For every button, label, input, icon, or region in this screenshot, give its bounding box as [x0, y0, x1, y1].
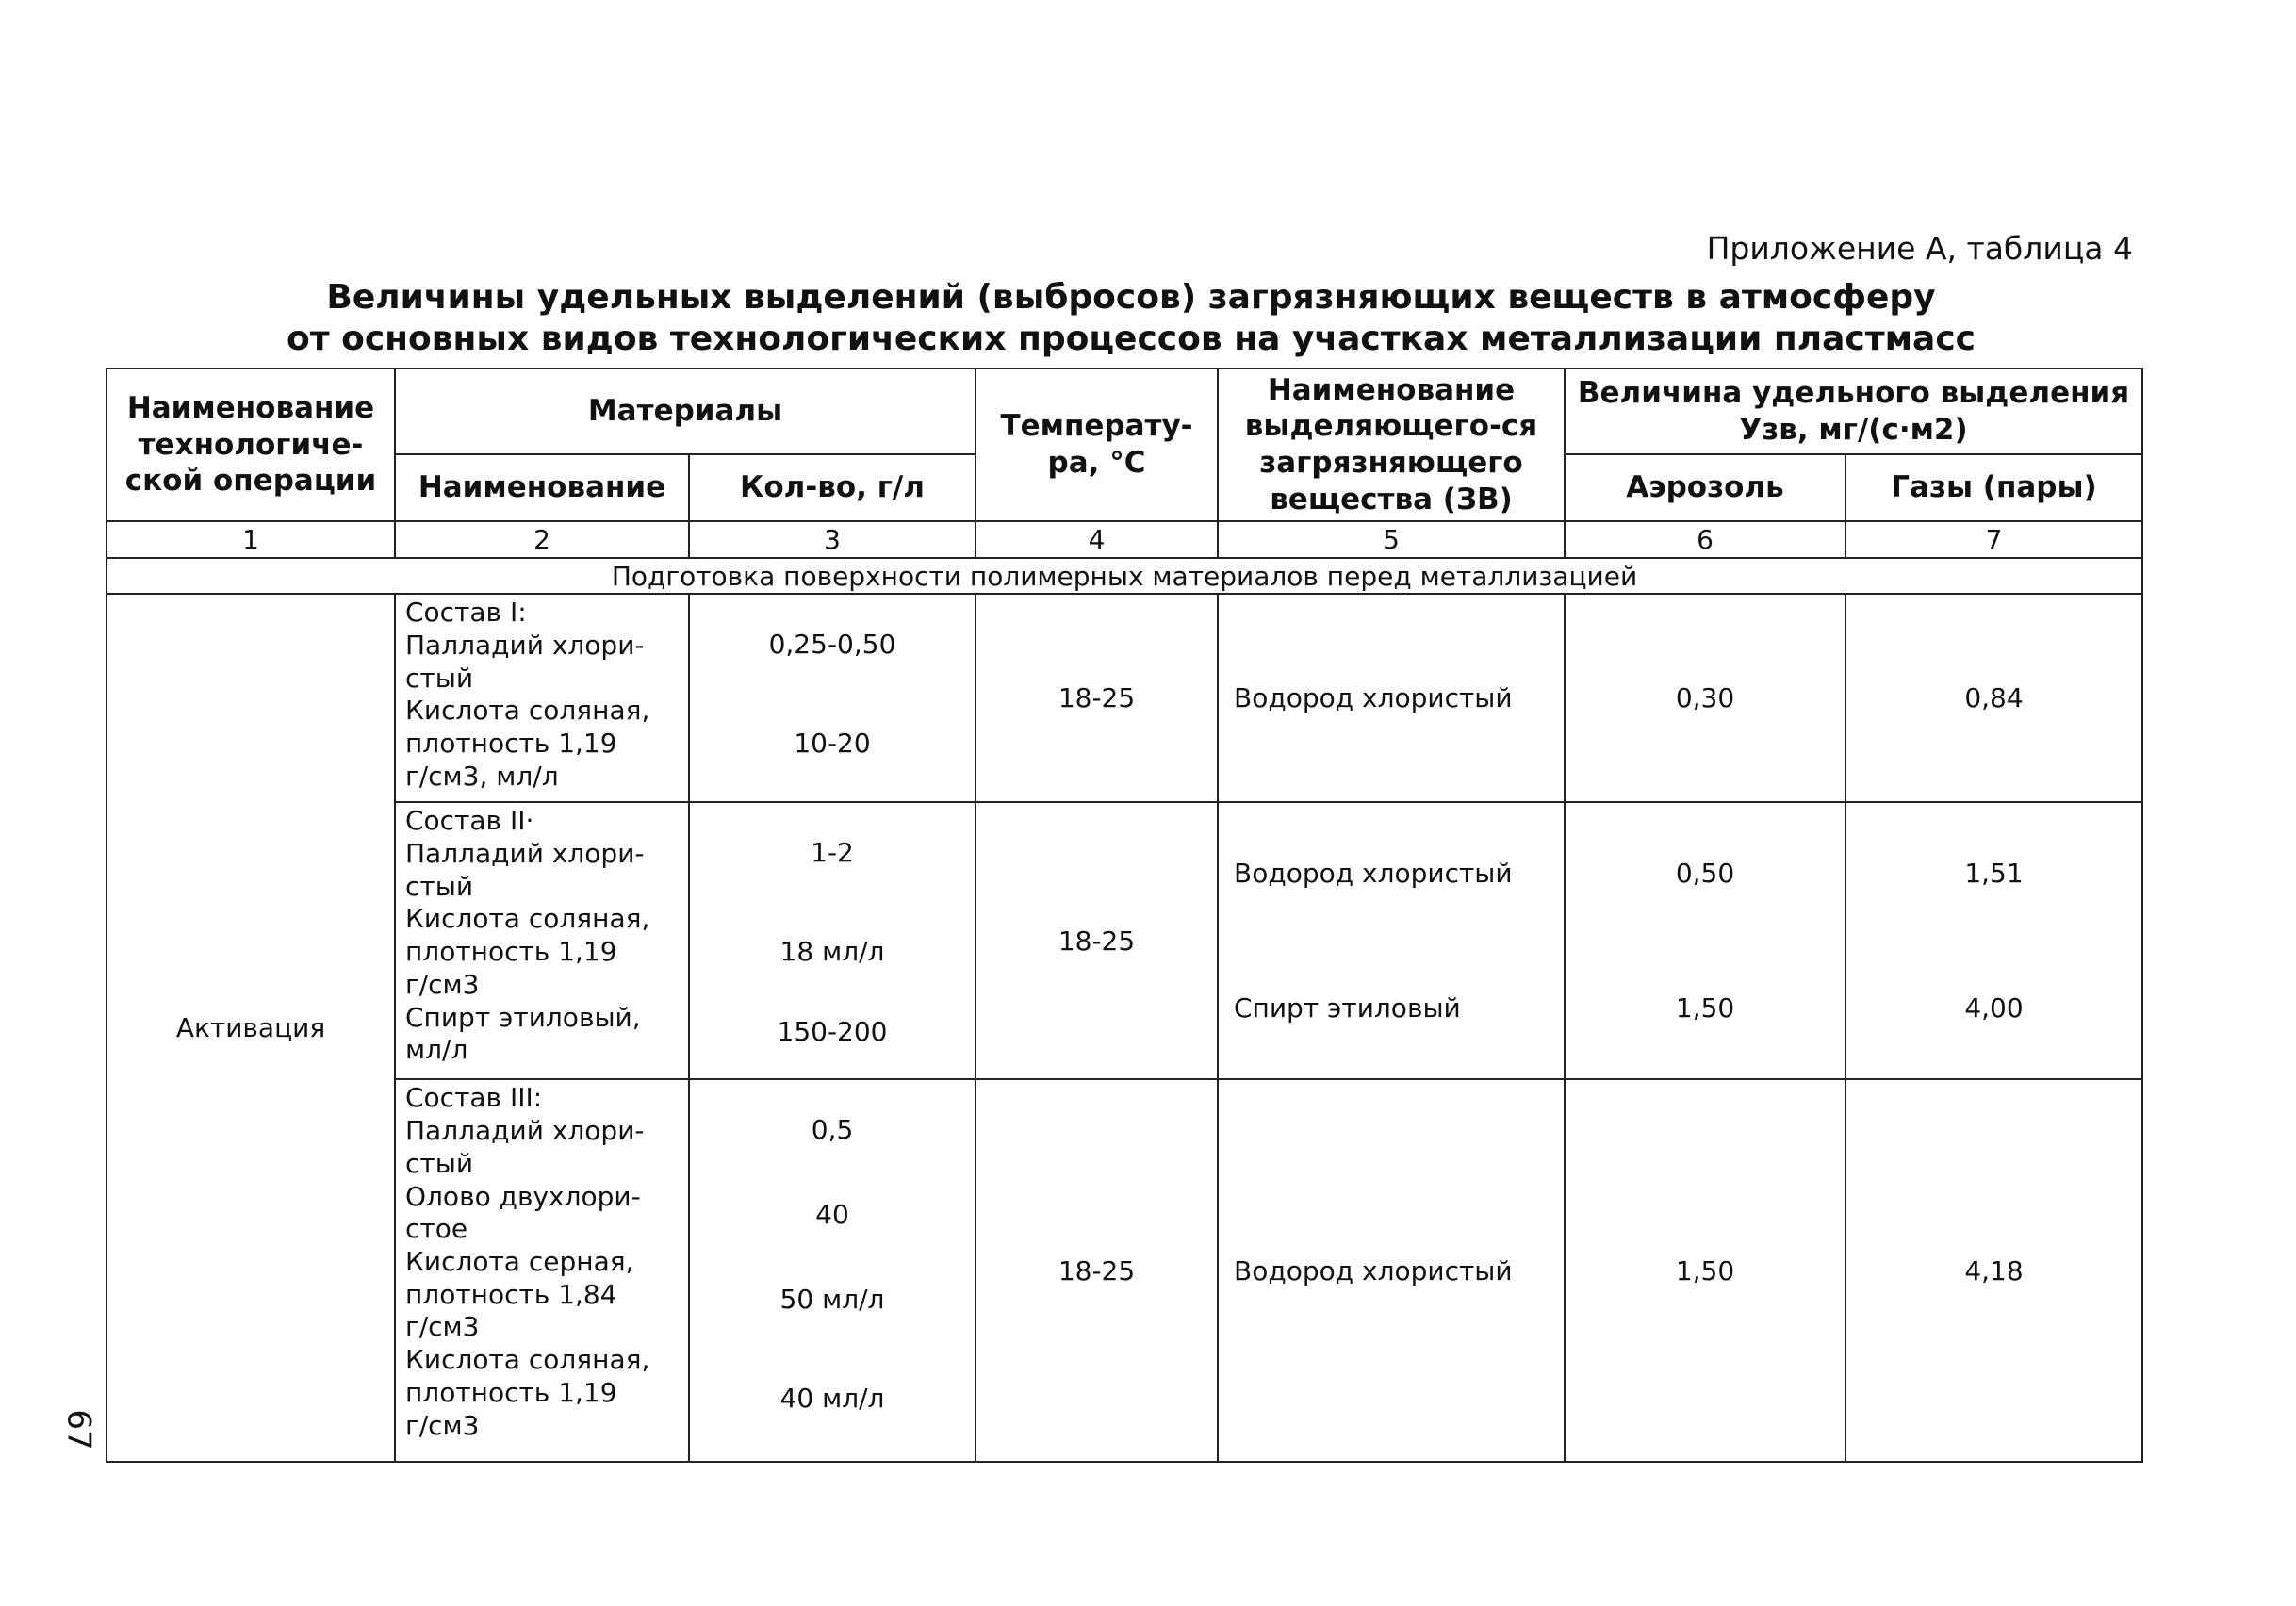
header-value	[1565, 369, 2142, 454]
composition-3-materials	[395, 1079, 689, 1462]
emissions-table	[106, 368, 2143, 1463]
substance-list	[1218, 802, 1565, 1079]
composition-label: Состав III:	[405, 1082, 543, 1114]
column-number: 5	[1218, 521, 1565, 558]
temperature: 18-25	[976, 594, 1218, 802]
section-title: Подготовка поверхности полимерных материалов перед металлизацией	[107, 558, 2142, 595]
column-number: 3	[689, 521, 976, 558]
header-material-qty: Кол-во, г/л	[689, 454, 976, 521]
material-name: Кислота соляная, плотность 1,19 г/см3, мл/л	[405, 695, 650, 792]
header-gases: Газы (пары)	[1845, 454, 2142, 521]
composition-2-quantities	[689, 802, 976, 1079]
material-qty: 10-20	[794, 728, 871, 759]
temperature: 18-25	[976, 1079, 1218, 1462]
gases-value: 0,84	[1845, 594, 2142, 802]
composition-1-materials	[395, 594, 689, 802]
page-number: 67	[59, 1409, 98, 1450]
table-title-line1: Величины удельных выделений (выбросов) загрязняющих веществ в атмосферу	[326, 278, 1936, 317]
header-materials: Материалы	[395, 369, 976, 454]
operation-name: Активация	[107, 594, 395, 1462]
substance-name: Водород хлористый	[1218, 1079, 1565, 1462]
composition-1-quantities	[689, 594, 976, 802]
aerosol-value: 0,50	[1675, 858, 1735, 890]
header-operation: Наименование технологиче-ской операции	[107, 369, 395, 521]
temperature: 18-25	[976, 802, 1218, 1079]
aerosol-value: 0,30	[1565, 594, 1845, 802]
substance-name: Водород хлористый	[1234, 858, 1513, 890]
material-qty: 50 мл/л	[779, 1283, 885, 1315]
material-name: Кислота соляная, плотность 1,19 г/см3	[405, 903, 650, 1000]
aerosol-value: 1,50	[1565, 1079, 1845, 1462]
gases-value: 4,18	[1845, 1079, 2142, 1462]
aerosol-value: 1,50	[1675, 992, 1735, 1024]
material-name: Кислота соляная, плотность 1,19 г/см3	[405, 1344, 650, 1441]
header-material-name: Наименование	[395, 454, 689, 521]
material-qty: 40	[815, 1199, 849, 1231]
aerosol-values	[1565, 802, 1845, 1079]
substance-name: Спирт этиловый	[1234, 992, 1461, 1024]
material-qty: 0,5	[811, 1114, 854, 1146]
column-number: 2	[395, 521, 689, 558]
material-qty: 18 мл/л	[779, 936, 885, 968]
header-value-unit: Узв, мг/(с·м2)	[1739, 412, 1968, 447]
gases-value: 4,00	[1964, 992, 2024, 1024]
header-substance: Наименование выделяющего-ся загрязняющего вещества (ЗВ)	[1218, 369, 1565, 521]
material-name: Палладий хлори- стый	[405, 630, 645, 694]
header-value-title: Величина удельного выделения	[1577, 375, 2130, 410]
material-name: Палладий хлори- стый	[405, 1115, 645, 1179]
appendix-label: Приложение А, таблица 4	[1706, 230, 2133, 267]
material-qty: 0,25-0,50	[768, 629, 896, 661]
gases-values	[1845, 802, 2142, 1079]
composition-label: Состав I:	[405, 597, 527, 629]
composition-3-quantities	[689, 1079, 976, 1462]
substance-name: Водород хлористый	[1218, 594, 1565, 802]
header-temperature: Температу-ра, °С	[976, 369, 1218, 521]
material-name: Палладий хлори- стый	[405, 838, 645, 902]
material-qty: 40 мл/л	[779, 1382, 885, 1414]
column-number: 7	[1845, 521, 2142, 558]
gases-value: 1,51	[1964, 858, 2024, 890]
material-name: Кислота серная, плотность 1,84 г/см3	[405, 1245, 634, 1343]
header-aerosol: Аэрозоль	[1565, 454, 1845, 521]
column-number: 6	[1565, 521, 1845, 558]
composition-2-materials	[395, 802, 689, 1079]
column-number: 4	[976, 521, 1218, 558]
table-title-line2: от основных видов технологических процессов на участках металлизации пластмасс	[286, 320, 1976, 358]
material-name: Олово двухлори- стое	[405, 1180, 641, 1245]
material-qty: 1-2	[811, 837, 854, 869]
column-number: 1	[107, 521, 395, 558]
material-name: Спирт этиловый, мл/л	[405, 1001, 641, 1066]
composition-label: Состав II·	[405, 805, 534, 837]
material-qty: 150-200	[777, 1015, 888, 1047]
